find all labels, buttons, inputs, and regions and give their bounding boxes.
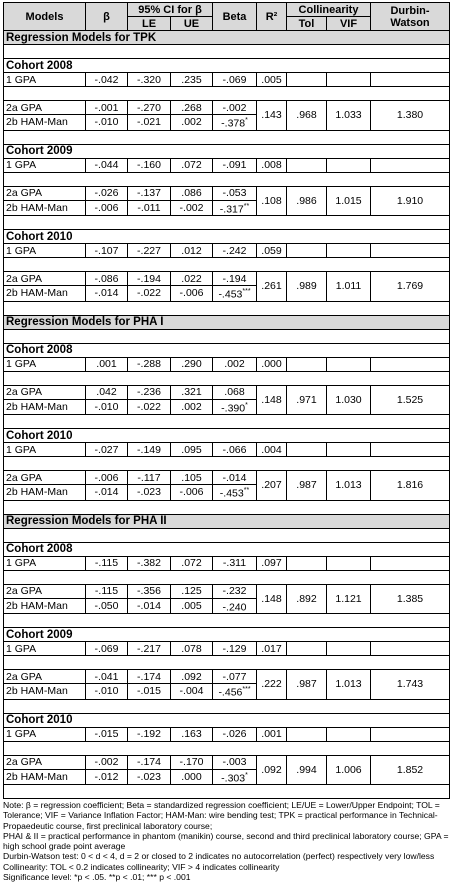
tolerance: .994 [287,755,327,785]
vif: 1.030 [327,385,371,415]
ci-le: -.194 [128,272,171,286]
model-label: 2a GPA [4,385,86,399]
model-label: 2a GPA [4,584,86,598]
ci-le: -.217 [128,642,171,656]
vif: 1.033 [327,101,371,131]
std-beta [213,286,257,302]
std-beta: -.069 [213,73,257,87]
regression-table [3,2,450,799]
vif: 1.015 [327,186,371,216]
model-label: 1 GPA [4,642,86,656]
coef-b: -.041 [86,670,128,684]
tolerance: .987 [287,670,327,700]
ci-le: -.015 [128,684,171,700]
table-row [4,186,450,200]
std-beta [213,200,257,216]
durbin-watson: 1.525 [371,385,450,415]
row-spacer [4,500,450,514]
row-gap [4,741,450,755]
note-durbin-watson: Durbin-Watson test: 0 < d < 4, d = 2 or closed to 2 indicates no autocorrelation (perfect) respectively very low/less [3,851,435,862]
durbin-watson: 1.743 [371,670,450,700]
coef-b: -.010 [86,115,128,131]
header-r2: R² [257,3,287,31]
model-label: 2a GPA [4,471,86,485]
table-row [4,471,450,485]
ci-ue: .086 [171,186,213,200]
header-ci: 95% CI for β [128,3,213,17]
std-beta-value: -.453 [218,288,243,301]
row-gap [4,87,450,101]
coef-b: -.006 [86,471,128,485]
ci-le: -.117 [128,471,171,485]
ci-le: -.192 [128,727,171,741]
model-label: 2a GPA [4,670,86,684]
table-row [4,158,450,172]
cohort-title: Cohort 2010 [4,429,450,443]
std-beta: -.053 [213,186,257,200]
empty-cell [327,642,371,656]
ci-ue: .163 [171,727,213,741]
ci-ue: .105 [171,471,213,485]
row-gap [4,258,450,272]
empty-cell [327,73,371,87]
r-squared: .108 [257,186,287,216]
cohort-title: Cohort 2008 [4,542,450,556]
model-label: 2b HAM-Man [4,598,86,614]
model-label: 1 GPA [4,73,86,87]
std-beta: -.091 [213,158,257,172]
table-row [4,357,450,371]
ci-le: -.021 [128,115,171,131]
std-beta: -.003 [213,755,257,769]
table-row [4,755,450,769]
tolerance: .971 [287,385,327,415]
std-beta: -.311 [213,556,257,570]
durbin-watson: 1.816 [371,471,450,501]
std-beta [213,399,257,415]
model-label: 2b HAM-Man [4,485,86,501]
coef-b: -.026 [86,186,128,200]
r-squared: .000 [257,357,287,371]
coef-b: -.001 [86,101,128,115]
coef-b: -.115 [86,584,128,598]
significance-marker: * [245,771,248,779]
std-beta [213,115,257,131]
ci-ue: .095 [171,443,213,457]
empty-cell [327,556,371,570]
std-beta-value: -.390 [221,402,246,414]
row-spacer [4,45,450,59]
row-spacer [4,216,450,230]
ci-le: -.320 [128,73,171,87]
model-label: 2b HAM-Man [4,769,86,785]
r-squared: .092 [257,755,287,785]
ci-ue: .092 [171,670,213,684]
empty-cell [371,727,450,741]
empty-cell [287,727,327,741]
ci-ue: .005 [171,598,213,614]
empty-cell [287,642,327,656]
ci-le: -.174 [128,755,171,769]
coef-b: -.006 [86,200,128,216]
ci-ue: .235 [171,73,213,87]
empty-cell [327,158,371,172]
r-squared: .222 [257,670,287,700]
row-gap [4,371,450,385]
model-label: 2a GPA [4,755,86,769]
ci-le: -.022 [128,286,171,302]
tolerance: .892 [287,584,327,614]
r-squared: .148 [257,385,287,415]
table-row [4,670,450,684]
ci-ue: .290 [171,357,213,371]
header-durbin-watson: Durbin- Watson [371,3,450,31]
std-beta: -.014 [213,471,257,485]
empty-cell [371,73,450,87]
r-squared: .097 [257,556,287,570]
note-collinearity: Collinearity: TOL < 0.2 indicates collinearity; VIF > 4 indicates collinearity [3,861,280,872]
std-beta: -.129 [213,642,257,656]
header-ue: UE [171,17,213,31]
r-squared: .005 [257,73,287,87]
ci-ue: .268 [171,101,213,115]
empty-cell [327,244,371,258]
ci-le: -.288 [128,357,171,371]
std-beta: -.077 [213,670,257,684]
header-collinearity: Collinearity [287,3,371,17]
note-pha: PHAI & II = practical performance in phantom (manikin) course, second and third preclinical laboratory course; GPA = high school grade point average [3,830,449,852]
table-row [4,272,450,286]
ci-ue: .022 [171,272,213,286]
ci-le: -.227 [128,244,171,258]
row-spacer [4,614,450,628]
empty-cell [371,642,450,656]
note-abbreviations: Note: β = regression coefficient; Beta = standardized regression coefficient; LE/UE = Lower/Upper Endpoint; TOL = Tolerance; VIF = Variance Inflation Factor; HAM-Man: wire bending test; TPK = practical performance in Technical-Propaedeutic course, first preclinical laboratory course; [3,800,440,831]
significance-marker: *** [242,686,251,693]
empty-cell [287,357,327,371]
ci-ue: -.170 [171,755,213,769]
std-beta-value: -.240 [222,601,247,613]
row-spacer [4,699,450,713]
model-label: 1 GPA [4,556,86,570]
ci-ue: .000 [171,769,213,785]
ci-ue: .078 [171,642,213,656]
r-squared: .004 [257,443,287,457]
header-models: Models [4,3,86,31]
coef-b: -.010 [86,684,128,700]
durbin-watson: 1.910 [371,186,450,216]
std-beta-value: -.303 [221,772,246,784]
coef-b: -.044 [86,158,128,172]
coef-b: .042 [86,385,128,399]
r-squared: .148 [257,584,287,614]
r-squared: .008 [257,158,287,172]
model-label: 2a GPA [4,186,86,200]
coef-b: -.086 [86,272,128,286]
ci-ue: .321 [171,385,213,399]
model-label: 1 GPA [4,443,86,457]
std-beta: -.066 [213,443,257,457]
significance-marker: *** [242,288,251,295]
empty-cell [287,158,327,172]
empty-cell [371,556,450,570]
cohort-title: Cohort 2009 [4,144,450,158]
ci-le: -.022 [128,399,171,415]
coef-b: -.069 [86,642,128,656]
ci-le: -.014 [128,598,171,614]
ci-ue: .002 [171,399,213,415]
model-label: 2b HAM-Man [4,286,86,302]
model-label: 2b HAM-Man [4,684,86,700]
table-row [4,727,450,741]
tolerance: .968 [287,101,327,131]
ci-le: -.236 [128,385,171,399]
regression-table-document [0,2,454,882]
table-row [4,73,450,87]
header-vif: VIF [327,17,371,31]
ci-le: -.382 [128,556,171,570]
cohort-title: Cohort 2010 [4,230,450,244]
row-spacer [4,130,450,144]
ci-le: -.011 [128,200,171,216]
significance-marker: ** [243,487,250,494]
significance-marker: * [245,401,248,409]
header-tol: Tol [287,17,327,31]
coef-b: -.107 [86,244,128,258]
ci-ue: -.004 [171,684,213,700]
tolerance: .987 [287,471,327,501]
std-beta-value: -.453 [219,487,244,500]
table-row [4,642,450,656]
ci-le: -.149 [128,443,171,457]
std-beta [213,598,257,614]
row-spacer [4,415,450,429]
durbin-watson: 1.385 [371,584,450,614]
table-row [4,443,450,457]
coef-b: -.012 [86,769,128,785]
empty-cell [371,443,450,457]
empty-cell [327,727,371,741]
vif: 1.121 [327,584,371,614]
ci-ue: -.002 [171,200,213,216]
significance-marker: * [245,117,248,124]
empty-cell [371,244,450,258]
std-beta [213,684,257,700]
std-beta-value: -.378 [221,117,246,130]
coef-b: -.115 [86,556,128,570]
std-beta-value: -.456 [218,686,243,699]
empty-cell [371,158,450,172]
empty-cell [327,357,371,371]
cohort-title: Cohort 2008 [4,59,450,73]
coef-b: -.027 [86,443,128,457]
durbin-watson: 1.852 [371,755,450,785]
row-gap [4,172,450,186]
model-label: 2b HAM-Man [4,200,86,216]
ci-ue: .125 [171,584,213,598]
header-le: LE [128,17,171,31]
table-row [4,556,450,570]
empty-cell [287,244,327,258]
vif: 1.013 [327,471,371,501]
r-squared: .207 [257,471,287,501]
header-std-beta: Beta [213,3,257,31]
ci-ue: -.006 [171,286,213,302]
coef-b: -.014 [86,485,128,501]
vif: 1.013 [327,670,371,700]
ci-le: -.023 [128,485,171,501]
std-beta: -.002 [213,101,257,115]
durbin-watson: 1.380 [371,101,450,131]
row-gap [4,656,450,670]
ci-le: -.270 [128,101,171,115]
r-squared: .059 [257,244,287,258]
coef-b: -.042 [86,73,128,87]
cohort-title: Cohort 2008 [4,343,450,357]
std-beta: -.242 [213,244,257,258]
ci-le: -.174 [128,670,171,684]
vif: 1.006 [327,755,371,785]
table-notes [3,800,449,882]
row-spacer [4,301,450,315]
empty-cell [287,556,327,570]
header-beta-coef: β [86,3,128,31]
table-row [4,385,450,399]
model-label: 1 GPA [4,244,86,258]
ci-ue: .002 [171,115,213,131]
empty-cell [327,443,371,457]
section-title: Regression Models for PHA II [4,514,450,528]
coef-b: -.010 [86,399,128,415]
durbin-watson: 1.769 [371,272,450,302]
r-squared: .017 [257,642,287,656]
empty-cell [287,73,327,87]
ci-le: -.023 [128,769,171,785]
model-label: 1 GPA [4,357,86,371]
std-beta: -.026 [213,727,257,741]
ci-le: -.137 [128,186,171,200]
std-beta [213,485,257,501]
row-gap [4,570,450,584]
std-beta: .002 [213,357,257,371]
ci-ue: -.006 [171,485,213,501]
r-squared: .001 [257,727,287,741]
std-beta: .068 [213,385,257,399]
r-squared: .143 [257,101,287,131]
row-spacer [4,329,450,343]
model-label: 2b HAM-Man [4,399,86,415]
coef-b: -.015 [86,727,128,741]
model-label: 2a GPA [4,272,86,286]
coef-b: -.050 [86,598,128,614]
table-row [4,101,450,115]
significance-marker: ** [243,202,250,210]
std-beta-value: -.317 [219,203,244,215]
model-label: 1 GPA [4,727,86,741]
cohort-title: Cohort 2010 [4,713,450,727]
coef-b: .001 [86,357,128,371]
vif: 1.011 [327,272,371,302]
row-spacer [4,528,450,542]
empty-cell [287,443,327,457]
model-label: 2b HAM-Man [4,115,86,131]
std-beta: -.232 [213,584,257,598]
r-squared: .261 [257,272,287,302]
model-label: 1 GPA [4,158,86,172]
row-spacer [4,785,450,799]
table-row [4,244,450,258]
std-beta: -.194 [213,272,257,286]
section-title: Regression Models for TPK [4,31,450,45]
std-beta [213,769,257,785]
ci-le: -.160 [128,158,171,172]
empty-cell [371,357,450,371]
coef-b: -.002 [86,755,128,769]
ci-ue: .072 [171,158,213,172]
table-row [4,584,450,598]
cohort-title: Cohort 2009 [4,628,450,642]
ci-ue: .012 [171,244,213,258]
section-title: Regression Models for PHA I [4,315,450,329]
ci-le: -.356 [128,584,171,598]
tolerance: .989 [287,272,327,302]
row-gap [4,457,450,471]
tolerance: .986 [287,186,327,216]
model-label: 2a GPA [4,101,86,115]
ci-ue: .072 [171,556,213,570]
note-significance: Significance level: *p < .05. **p < .01; *** p < .001 [3,872,191,883]
coef-b: -.014 [86,286,128,302]
